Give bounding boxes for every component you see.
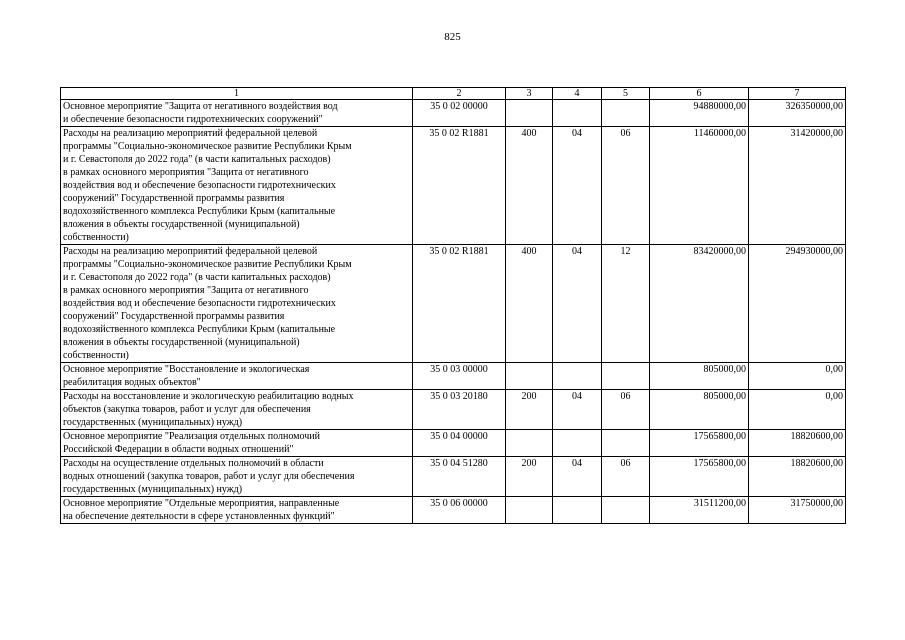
table-row [61,497,846,524]
column-number-row [61,88,846,100]
section-cell [553,100,602,127]
amount-year1-cell: 83420000,00 [650,245,749,363]
section-cell: 04 [553,127,602,245]
item-name-cell: Основное мероприятие "Защита от негативного воздействия вод и обеспечение безопасности гидротехнических сооружений" [61,100,413,127]
amount-year2-cell: 18820600,00 [749,457,846,497]
amount-year1-cell: 17565800,00 [650,457,749,497]
expense-type-cell [506,430,553,457]
table-row [61,430,846,457]
column-header: 2 [413,88,506,100]
amount-year2-cell: 18820600,00 [749,430,846,457]
item-name-cell: Расходы на осуществление отдельных полномочий в области водных отношений (закупка товаров, работ и услуг для обеспечения государственных (муниципальных) нужд) [61,457,413,497]
classification-code-cell: 35 0 03 00000 [413,363,506,390]
section-cell: 04 [553,245,602,363]
item-name-cell: Основное мероприятие "Реализация отдельных полномочий Российской Федерации в области водных отношений" [61,430,413,457]
amount-year2-cell: 31420000,00 [749,127,846,245]
column-header: 4 [553,88,602,100]
amount-year1-cell: 17565800,00 [650,430,749,457]
amount-year2-cell: 0,00 [749,363,846,390]
classification-code-cell: 35 0 06 00000 [413,497,506,524]
subsection-cell [602,100,650,127]
section-cell [553,497,602,524]
column-header: 6 [650,88,749,100]
classification-code-cell: 35 0 04 00000 [413,430,506,457]
expense-type-cell [506,100,553,127]
subsection-cell: 06 [602,457,650,497]
section-cell [553,430,602,457]
subsection-cell: 06 [602,390,650,430]
column-header: 1 [61,88,413,100]
amount-year2-cell: 31750000,00 [749,497,846,524]
item-name-cell: Расходы на реализацию мероприятий федеральной целевой программы "Социально-экономическое развитие Республики Крым и г. Севастополя до 2022 года" (в части капитальных расходов) в рамках основного мероприятия "Защита от негативного воздействия вод и обеспечение безопасности гидротехнических сооружений" Государственной программы развития водохозяйственного комплекса Республики Крым (капитальные вложения в объекты государственной (муниципальной) собственности) [61,245,413,363]
expense-type-cell: 200 [506,457,553,497]
amount-year2-cell: 0,00 [749,390,846,430]
subsection-cell: 12 [602,245,650,363]
item-name-cell: Основное мероприятие "Восстановление и экологическая реабилитация водных объектов" [61,363,413,390]
expense-type-cell: 400 [506,245,553,363]
subsection-cell [602,430,650,457]
expense-type-cell [506,497,553,524]
item-name-cell: Расходы на восстановление и экологическую реабилитацию водных объектов (закупка товаров, работ и услуг для обеспечения государственных (муниципальных) нужд) [61,390,413,430]
amount-year2-cell: 326350000,00 [749,100,846,127]
table-row [61,127,846,245]
amount-year1-cell: 94880000,00 [650,100,749,127]
expense-type-cell: 200 [506,390,553,430]
subsection-cell [602,363,650,390]
table-row [61,390,846,430]
classification-code-cell: 35 0 04 51280 [413,457,506,497]
table-row [61,457,846,497]
item-name-cell: Расходы на реализацию мероприятий федеральной целевой программы "Социально-экономическое развитие Республики Крым и г. Севастополя до 2022 года" (в части капитальных расходов) в рамках основного мероприятия "Защита от негативного воздействия вод и обеспечение безопасности гидротехнических сооружений" Государственной программы развития водохозяйственного комплекса Республики Крым (капитальные вложения в объекты государственной (муниципальной) собственности) [61,127,413,245]
section-cell [553,363,602,390]
amount-year2-cell: 294930000,00 [749,245,846,363]
table-row [61,100,846,127]
section-cell: 04 [553,390,602,430]
amount-year1-cell: 11460000,00 [650,127,749,245]
column-header: 3 [506,88,553,100]
item-name-cell: Основное мероприятие "Отдельные мероприятия, направленные на обеспечение деятельности в сфере установленных функций" [61,497,413,524]
table-row [61,245,846,363]
table-row [61,363,846,390]
page-number: 825 [444,31,461,43]
amount-year1-cell: 805000,00 [650,363,749,390]
budget-table [60,87,846,524]
amount-year1-cell: 805000,00 [650,390,749,430]
classification-code-cell: 35 0 03 20180 [413,390,506,430]
classification-code-cell: 35 0 02 00000 [413,100,506,127]
column-header: 7 [749,88,846,100]
subsection-cell [602,497,650,524]
subsection-cell: 06 [602,127,650,245]
expense-type-cell [506,363,553,390]
section-cell: 04 [553,457,602,497]
column-header: 5 [602,88,650,100]
classification-code-cell: 35 0 02 R1881 [413,127,506,245]
classification-code-cell: 35 0 02 R1881 [413,245,506,363]
amount-year1-cell: 31511200,00 [650,497,749,524]
expense-type-cell: 400 [506,127,553,245]
